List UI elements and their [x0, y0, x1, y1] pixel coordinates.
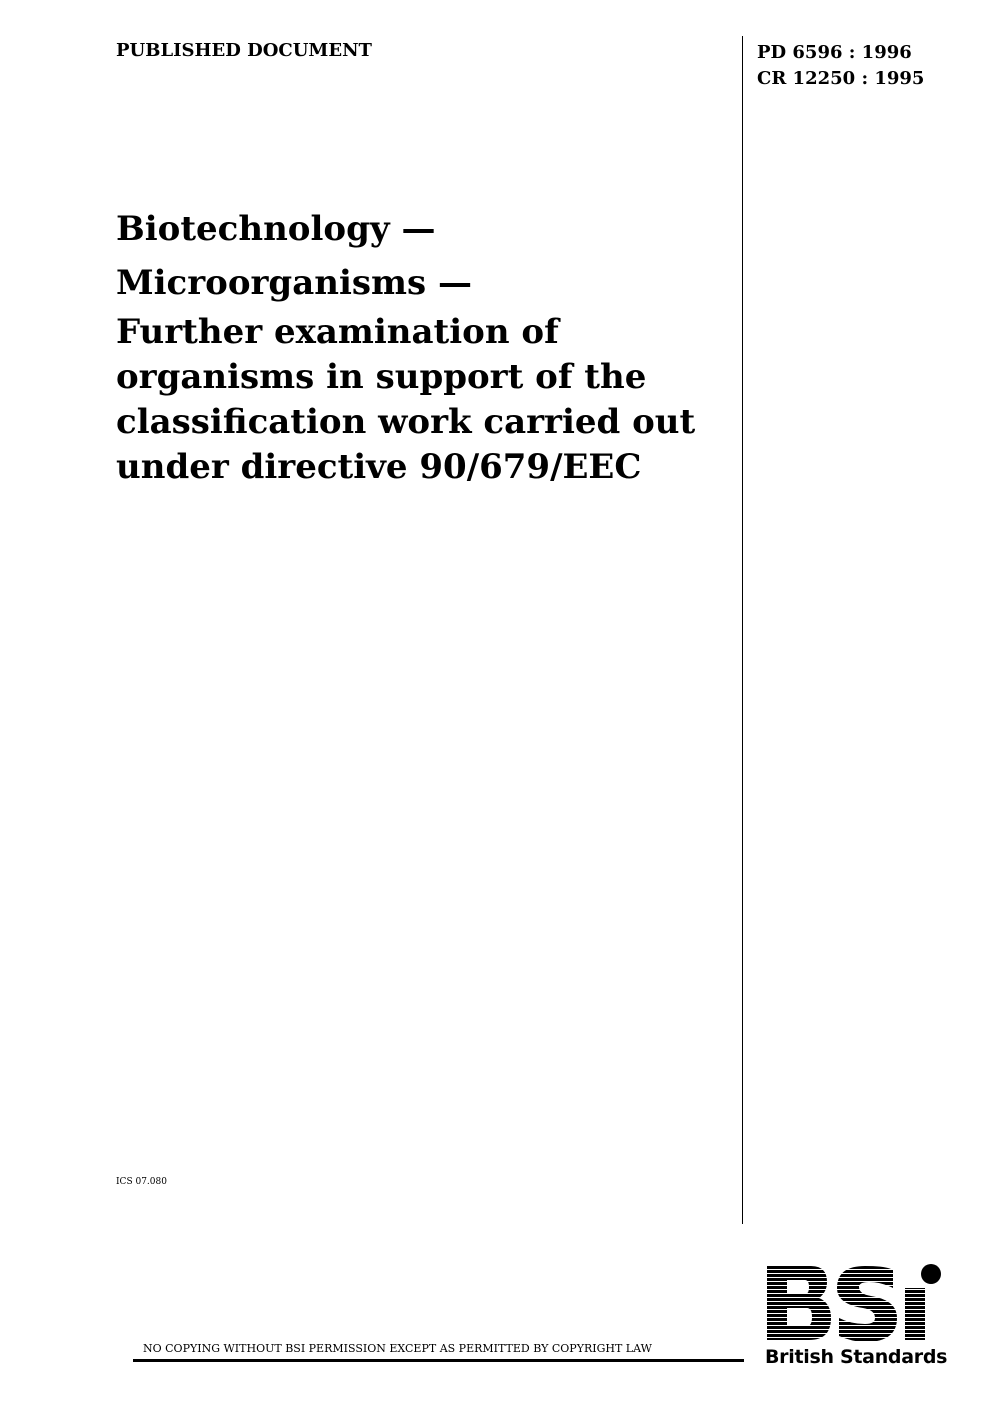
document-type-label: PUBLISHED DOCUMENT	[116, 40, 372, 61]
ics-code: ICS 07.080	[116, 1177, 167, 1187]
title-line-2: Microorganisms —	[116, 263, 472, 303]
copyright-underline	[133, 1359, 744, 1362]
bsi-logo-text: British Standards	[765, 1346, 948, 1368]
standard-reference-block	[757, 40, 924, 92]
vertical-divider	[742, 36, 743, 1224]
standard-reference-cr: CR 12250 : 1995	[757, 68, 925, 89]
copyright-notice: NO COPYING WITHOUT BSI PERMISSION EXCEPT AS PERMITTED BY COPYRIGHT LAW	[143, 1342, 652, 1355]
document-title	[116, 202, 731, 490]
bsi-logo	[765, 1262, 948, 1372]
title-line-1: Biotechnology —	[116, 209, 436, 249]
title-line-3: Further examination of organisms in support of the classification work carried out under directive 90/679/EEC	[116, 312, 696, 487]
standard-reference-pd: PD 6596 : 1996	[757, 42, 912, 63]
bsi-logo-mark-icon	[765, 1262, 945, 1344]
